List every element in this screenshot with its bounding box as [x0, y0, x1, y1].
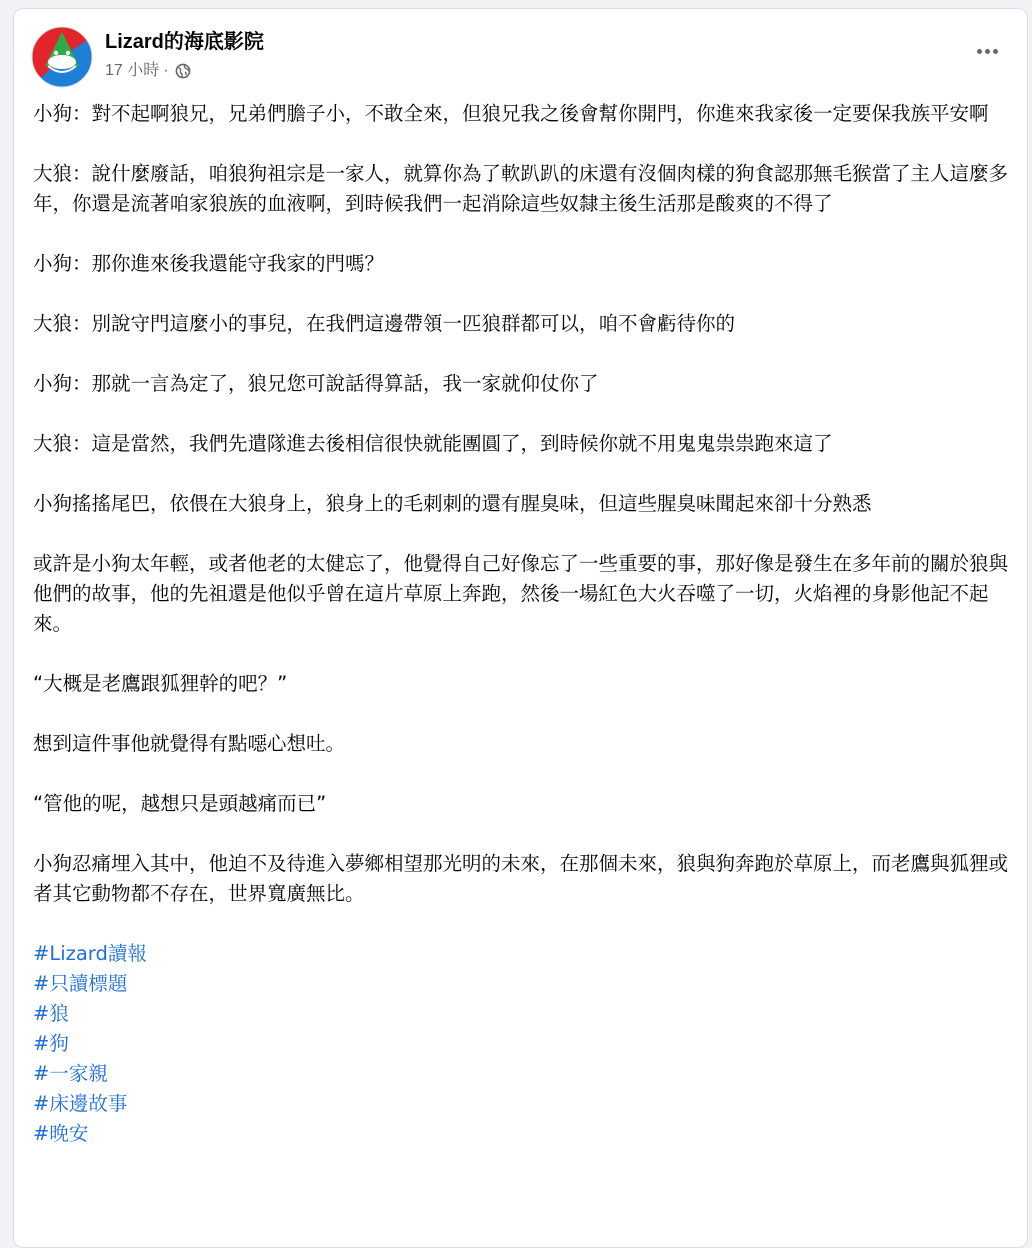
- more-options-button[interactable]: [969, 39, 1005, 63]
- post-paragraph: 大狼：別說守門這麼小的事兒，在我們這邊帶領一匹狼群都可以，咱不會虧待你的: [33, 312, 736, 335]
- post-paragraph: “管他的呢，越想只是頭越痛而已”: [33, 792, 327, 815]
- post-card: [13, 8, 1028, 1248]
- post-timestamp[interactable]: 17 小時: [105, 62, 160, 79]
- post-paragraph: 大狼：說什麼廢話，咱狼狗祖宗是一家人，就算你為了軟趴趴的床還有沒個肉樣的狗食認那無毛猴當了主人這麼多年，你還是流著咱家狼族的血液啊，到時候我們一起消除這些奴隸主後生活那是酸爽的不得了: [33, 162, 1009, 215]
- hashtag-link[interactable]: #狗: [33, 1032, 69, 1055]
- hashtag-link[interactable]: #一家親: [33, 1062, 108, 1085]
- post-meta: [105, 61, 191, 81]
- more-dot: [985, 49, 990, 54]
- post-paragraph: 想到這件事他就覺得有點噁心想吐。: [33, 732, 346, 755]
- hashtag-list: [33, 939, 1008, 1149]
- post-paragraph: “大概是老鷹跟狐狸幹的吧？”: [33, 672, 288, 695]
- more-dot: [993, 49, 998, 54]
- globe-icon[interactable]: [175, 63, 191, 79]
- more-dot: [977, 49, 982, 54]
- meta-separator: ·: [163, 62, 169, 79]
- hashtag-link[interactable]: #床邊故事: [33, 1092, 128, 1115]
- post-paragraph: 小狗：對不起啊狼兄，兄弟們膽子小，不敢全來，但狼兄我之後會幫你開門，你進來我家後一定要保我族平安啊: [33, 102, 989, 125]
- hashtag-link[interactable]: #晚安: [33, 1122, 89, 1145]
- page-name-link[interactable]: Lizard的海底影院: [105, 31, 264, 53]
- post-paragraph: 小狗：那就一言為定了，狼兄您可說話得算話，我一家就仰仗你了: [33, 372, 599, 395]
- post-paragraph: 小狗忍痛埋入其中，他迫不及待進入夢鄉相望那光明的未來，在那個未來，狼與狗奔跑於草原上，而老鷹與狐狸或者其它動物都不存在，世界寬廣無比。: [33, 852, 1009, 905]
- post-body: [33, 99, 1008, 1149]
- post-paragraph: 小狗：那你進來後我還能守我家的門嗎？: [33, 252, 385, 275]
- post-paragraph: 大狼：這是當然，我們先遣隊進去後相信很快就能團圓了，到時候你就不用鬼鬼祟祟跑來這了: [33, 432, 833, 455]
- hashtag-link[interactable]: #只讀標題: [33, 972, 128, 995]
- lizard-logo-icon: [31, 26, 93, 88]
- hashtag-link[interactable]: #Lizard讀報: [33, 942, 147, 965]
- page-avatar[interactable]: [31, 26, 93, 88]
- post-paragraph: 小狗搖搖尾巴，依偎在大狼身上，狼身上的毛刺刺的還有腥臭味，但這些腥臭味聞起來卻十分熟悉: [33, 492, 872, 515]
- post-paragraph: 或許是小狗太年輕，或者他老的太健忘了，他覺得自己好像忘了一些重要的事，那好像是發生在多年前的關於狼與他們的故事，他的先祖還是他似乎曾在這片草原上奔跑，然後一場紅色大火吞噬了一切，火焰裡的身影他記不起來。: [33, 552, 1009, 635]
- hashtag-link[interactable]: #狼: [33, 1002, 69, 1025]
